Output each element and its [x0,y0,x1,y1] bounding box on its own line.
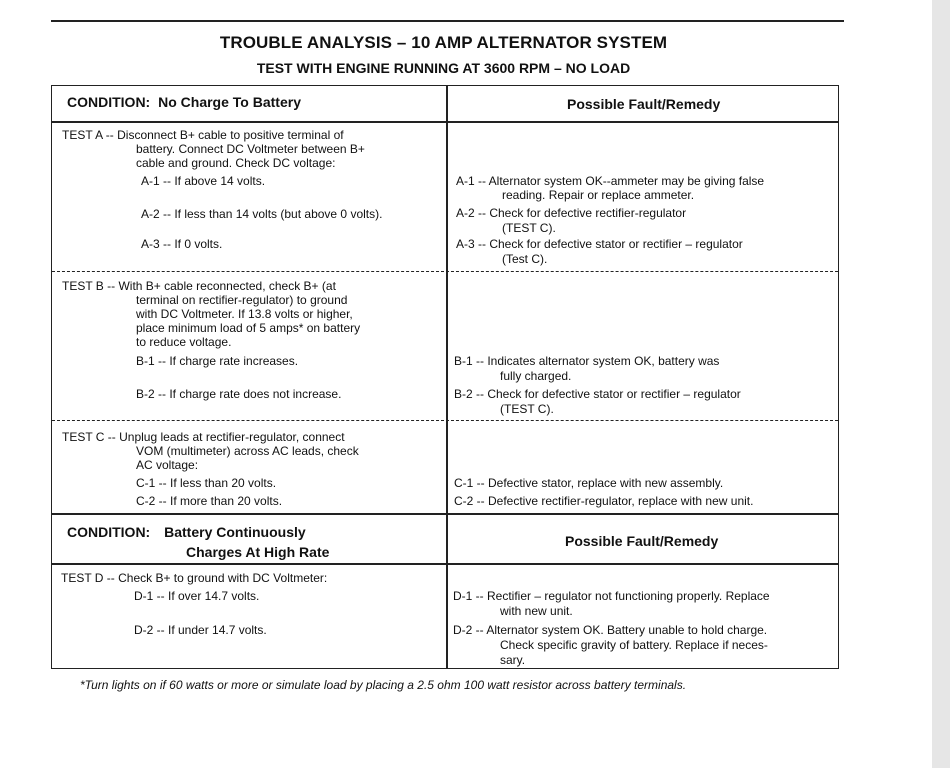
remedy-d-2-cont: Check specific gravity of battery. Replace if neces- [500,638,768,652]
header-divider-2 [52,563,838,565]
footnote: *Turn lights on if 60 watts or more or simulate load by placing a 2.5 ohm 100 watt resistor across battery terminals. [80,678,687,692]
test-c-line-1: TEST C -- Unplug leads at rectifier-regulator, connect [62,430,345,444]
test-a-1: A-1 -- If above 14 volts. [141,174,266,188]
test-a-line-2: battery. Connect DC Voltmeter between B+ [136,142,365,156]
fault-header-2: Possible Fault/Remedy [565,533,719,549]
test-c-line-3: AC voltage: [136,458,199,472]
remedy-d-1: D-1 -- Rectifier – regulator not functioning properly. Replace [453,589,770,603]
test-a-line-1: TEST A -- Disconnect B+ cable to positive terminal of [62,128,344,142]
page-subtitle: TEST WITH ENGINE RUNNING AT 3600 RPM – NO LOAD [256,60,631,76]
test-a-3: A-3 -- If 0 volts. [141,237,223,251]
remedy-b-2: B-2 -- Check for defective stator or rectifier – regulator [454,387,741,401]
test-d-line: TEST D -- Check B+ to ground with DC Voltmeter: [61,571,328,585]
test-b-2: B-2 -- If charge rate does not increase. [136,387,342,401]
remedy-b-1: B-1 -- Indicates alternator system OK, battery was [454,354,720,368]
condition-text: No Charge To Battery [158,94,301,110]
scrollbar-track[interactable] [932,0,950,768]
remedy-b-1-cont: fully charged. [500,369,572,383]
condition-text-2b: Charges At High Rate [186,544,330,560]
remedy-a-3: A-3 -- Check for defective stator or rectifier – regulator [456,237,743,251]
remedy-c-1: C-1 -- Defective stator, replace with new assembly. [454,476,724,490]
remedy-b-2-cont: (TEST C). [500,402,554,416]
test-c-line-2: VOM (multimeter) across AC leads, check [136,444,359,458]
test-b-line-4: place minimum load of 5 amps* on battery [136,321,361,335]
column-divider [446,86,448,668]
dashed-divider-ab [52,271,838,272]
dashed-divider-bc [52,420,838,421]
page-title: TROUBLE ANALYSIS – 10 AMP ALTERNATOR SYSTEM [219,33,668,52]
condition-label: CONDITION: [67,94,151,110]
fault-header-1: Possible Fault/Remedy [567,96,721,112]
condition-label-2: CONDITION: [67,524,151,540]
remedy-a-2: A-2 -- Check for defective rectifier-regulator [456,206,687,220]
test-b-line-3: with DC Voltmeter. If 13.8 volts or higher, [136,307,353,321]
section-divider [52,513,838,515]
remedy-c-2: C-2 -- Defective rectifier-regulator, replace with new unit. [454,494,754,508]
test-c-2: C-2 -- If more than 20 volts. [136,494,283,508]
top-rule [51,20,844,22]
trouble-analysis-table [51,85,839,669]
condition-text-2a: Battery Continuously [164,524,306,540]
test-d-2: D-2 -- If under 14.7 volts. [134,623,267,637]
remedy-a-1: A-1 -- Alternator system OK--ammeter may be giving false [456,174,765,188]
test-b-line-2: terminal on rectifier-regulator) to ground [136,293,348,307]
remedy-a-2-cont: (TEST C). [502,221,556,235]
remedy-d-2-cont2: sary. [500,653,526,667]
test-c-1: C-1 -- If less than 20 volts. [136,476,277,490]
test-b-line-1: TEST B -- With B+ cable reconnected, check B+ (at [62,279,336,293]
test-b-1: B-1 -- If charge rate increases. [136,354,299,368]
remedy-d-1-cont: with new unit. [500,604,573,618]
test-a-line-3: cable and ground. Check DC voltage: [136,156,336,170]
remedy-a-1-cont: reading. Repair or replace ammeter. [502,188,695,202]
test-a-2: A-2 -- If less than 14 volts (but above 0 volts). [141,207,383,221]
test-b-line-5: to reduce voltage. [136,335,232,349]
header-divider-1 [52,121,838,123]
remedy-a-3-cont: (Test C). [502,252,548,266]
remedy-d-2: D-2 -- Alternator system OK. Battery unable to hold charge. [453,623,768,637]
condition-header-2 [67,524,306,540]
condition-header-1 [67,94,301,110]
test-d-1: D-1 -- If over 14.7 volts. [134,589,260,603]
